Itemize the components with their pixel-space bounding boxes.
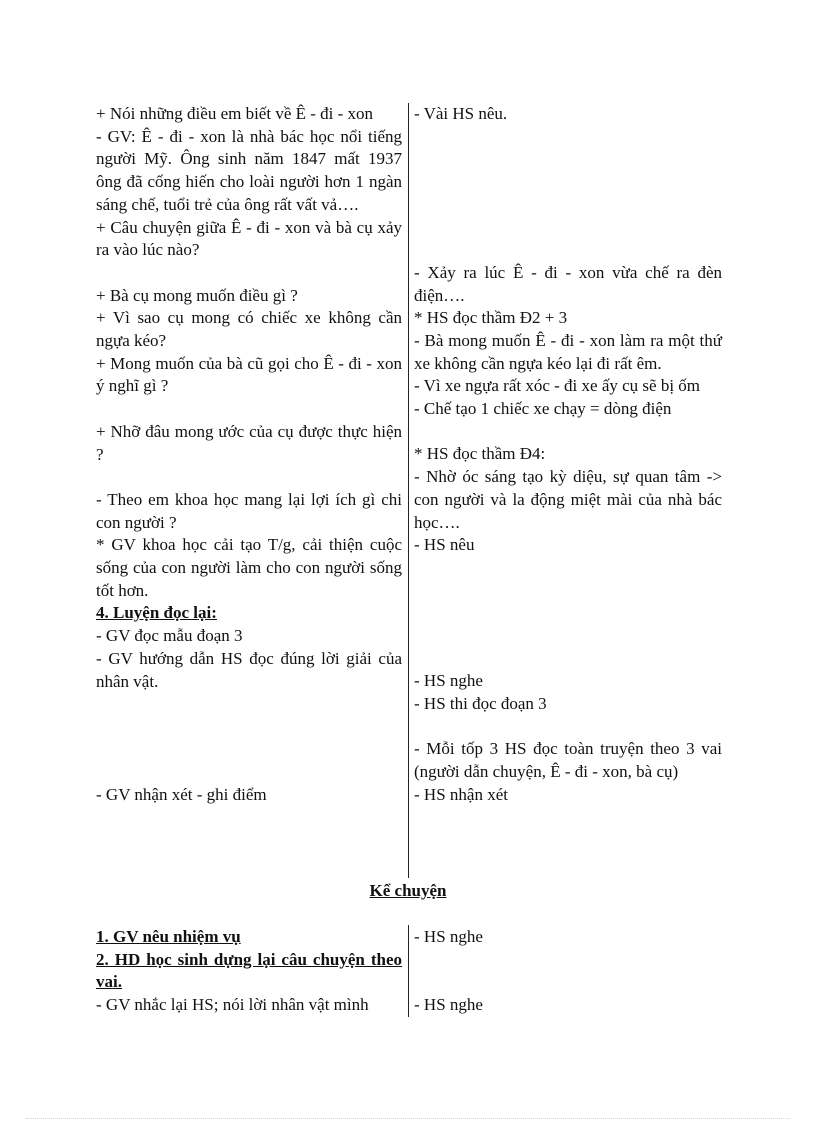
student-answer: - Chế tạo 1 chiếc xe chạy = dòng điện [414,399,672,419]
spacer [96,262,402,285]
student-activity: - HS nhận xét [414,784,508,804]
roleplay-heading: 2. HD học sinh dựng lại câu chuyện theo vai. [96,949,402,992]
teacher-reminder: - GV nhắc lại HS; nói lời nhân vật mình [96,995,369,1015]
spacer [414,971,722,994]
teacher-column [96,103,402,807]
student-answer: - Xảy ra lúc Ê - đi - xon vừa chế ra đèn điện…. [414,262,722,305]
student-column-2 [414,926,722,1017]
spacer [96,693,402,716]
spacer [96,739,402,762]
spacer [96,466,402,489]
section-heading-reread: 4. Luyện đọc lại: [96,603,217,623]
student-column [414,103,722,807]
spacer [414,216,722,239]
task-heading: 1. GV nêu nhiệm vụ [96,927,241,946]
question-when: + Câu chuyện giữa Ê - đi - xon và bà cụ xảy ra vào lúc nào? [96,217,402,260]
spacer [414,148,722,171]
spacer [414,421,722,444]
teacher-conclusion: * GV khoa học cải tạo T/g, cải thiện cuộc sống của con người làm cho con người sống tốt hơn. [96,535,402,600]
student-activity: - HS nghe [414,995,483,1015]
column-divider [408,103,409,878]
question-why: + Vì sao cụ mong có chiếc xe không cần ngựa kéo? [96,308,402,351]
student-answer: - Vì xe ngựa rất xóc - đi xe ấy cụ sẽ bị ốm [414,376,701,396]
spacer [96,716,402,739]
teacher-column-2 [96,926,402,1017]
section-title: Kể chuyện [369,881,447,900]
student-answer: - HS nêu [414,535,475,555]
student-activity: * HS đọc thầm Đ4: [414,444,546,464]
student-activity: - HS nghe [414,927,483,946]
spacer [414,126,722,149]
spacer [414,580,722,603]
spacer [96,398,402,421]
question-about-edison: + Nói những điều em biết về Ê - đi - xon [96,104,374,123]
teacher-grading: - GV nhận xét - ghi điểm [96,784,267,804]
spacer [414,171,722,194]
spacer [96,761,402,784]
spacer [414,194,722,217]
question-meaning: + Mong muốn của bà cũ gọi cho Ê - đi - xon ý nghĩ gì ? [96,353,402,396]
student-activity: * HS đọc thầm Đ2 + 3 [414,308,568,328]
question-benefit: - Theo em khoa học mang lại lợi ích gì chi con người ? [96,489,402,532]
teacher-model-reading: - GV đọc mẫu đoạn 3 [96,626,243,646]
teacher-intro-edison: - GV: Ê - đi - xon là nhà bác học nổi tiếng người Mỹ. Ông sinh năm 1847 mất 1937 ông đã cống hiến cho loài người hơn 1 ngàn sáng chế, tuổi trẻ của ông rất vất vả…. [96,126,402,214]
student-answer: - Nhờ óc sáng tạo kỳ diệu, sự quan tâm -> con người và la động miệt mài của nhà bác học…. [414,467,722,532]
spacer [414,716,722,739]
student-activity: - HS thi đọc đoạn 3 [414,694,547,714]
spacer [414,239,722,262]
student-answer: - Vài HS nêu. [414,104,508,123]
teacher-guide-reading: - GV hướng dẫn HS đọc đúng lời giải của nhân vật. [96,648,402,691]
spacer [414,949,722,972]
spacer [414,625,722,648]
page-bottom-rule [26,1118,790,1119]
student-activity: - HS nghe [414,671,483,691]
spacer [414,648,722,671]
spacer [414,602,722,625]
student-answer: - Bà mong muốn Ê - đi - xon làm ra một thứ xe không cần ngựa kéo lại đi rất êm. [414,330,722,373]
column-divider [408,925,409,1017]
student-activity: - Mỗi tốp 3 HS đọc toàn truyện theo 3 vai (người dẫn chuyện, Ê - đi - xon, bà cụ) [414,739,722,782]
question-wish: + Bà cụ mong muốn điều gì ? [96,285,298,305]
question-realized: + Nhỡ đâu mong ước của cụ được thực hiện ? [96,421,402,464]
spacer [414,557,722,580]
